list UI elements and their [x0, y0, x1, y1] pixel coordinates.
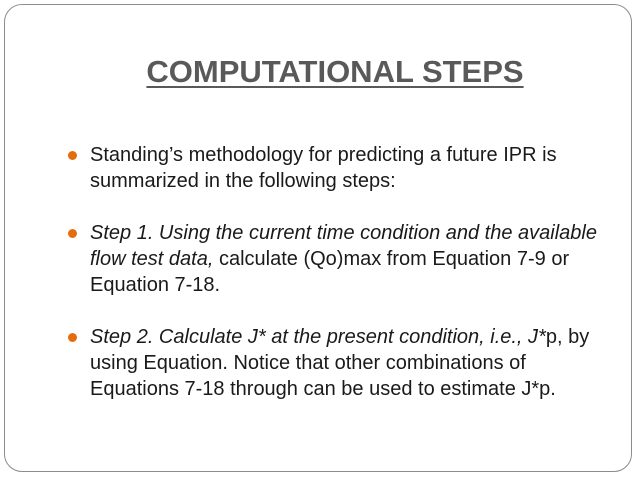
bullet-text: Standing’s methodology for predicting a future IPR is summarized in the following steps: — [90, 144, 557, 192]
step-2-italic-text: Step 2. Calculate J* at the present condition, i.e., J* — [90, 326, 546, 348]
bullet-dot-icon — [68, 229, 77, 238]
bullet-dot-icon — [68, 151, 77, 160]
step-1-text: calculate (Qo)max from Equation 7-9 or Equation 7-18. — [90, 248, 570, 296]
bullet-dot-icon — [68, 333, 77, 342]
bullet-item-step-1 — [68, 220, 598, 298]
bullet-item-intro — [68, 142, 598, 194]
step-1-italic-text: Step 1. Using the current time condition and the available flow test data, — [90, 222, 597, 270]
bullet-list — [68, 142, 598, 402]
bullet-item-step-2 — [68, 324, 598, 402]
step-2-text: p, by using Equation. Notice that other combinations of Equations 7-18 through can be used to estimate J*p. — [90, 326, 590, 400]
slide-title: COMPUTATIONAL STEPS — [146, 54, 524, 89]
